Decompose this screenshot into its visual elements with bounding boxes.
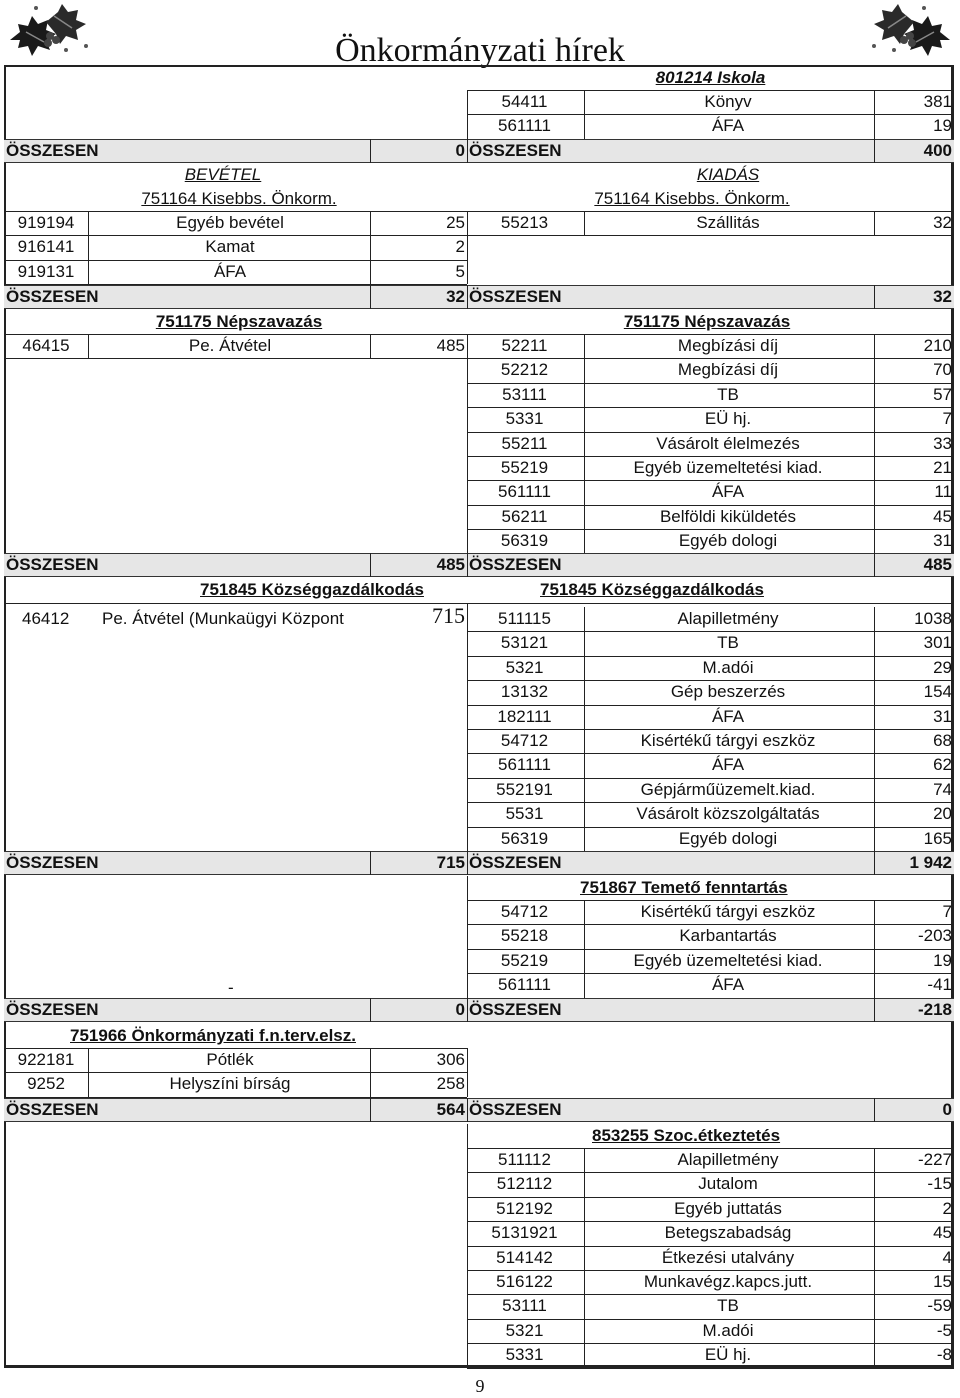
expense-code-cell: 53121 [500,633,549,653]
total-label: ÖSSZESEN [469,853,562,872]
column-divider [874,705,875,729]
column-divider [584,656,585,680]
column-divider [467,1072,468,1096]
column-divider [874,680,875,704]
column-divider [874,285,875,309]
column-divider [874,973,875,997]
column-divider [874,656,875,680]
expense-amount-cell: -5 [936,1320,952,1340]
column-divider [467,753,468,777]
column-divider [584,949,585,973]
column-divider [874,1221,875,1245]
column-divider [584,1246,585,1270]
column-divider [370,553,371,577]
expense-name-cell: Egyéb üzemeltetési kiad. [633,950,823,970]
expense-amount-cell: 31 [933,706,952,726]
income-name-cell: Helyszíni bírság [169,1074,291,1094]
expense-name-cell: Karbantartás [679,926,777,946]
column-divider [584,802,585,826]
total-label: ÖSSZESEN [6,1100,99,1119]
expense-name-cell: Betegszabadság [664,1223,792,1243]
expense-name-cell: Gépjárműüzemelt.kiad. [640,779,816,799]
income-code-cell: 922181 [17,1050,75,1069]
income-name-cell: Kamat [205,237,255,257]
expense-name-cell: EÜ hj. [704,409,752,429]
expense-code-cell: 53111 [502,384,547,404]
column-divider [874,949,875,973]
section-header-kozseg-expense: 751845 Községgazdálkodás [540,580,764,599]
column-divider [584,1343,585,1367]
column-divider [584,900,585,924]
total-label: ÖSSZESEN [469,1000,562,1019]
column-divider [874,211,875,235]
expense-amount-cell: 2 [942,1198,952,1218]
expense-amount-cell: 15 [933,1272,952,1291]
total-label: ÖSSZESEN [469,287,562,306]
column-divider [370,851,371,875]
section-header-temeto: 751867 Temető fenntartás [580,878,788,897]
expense-amount-cell: -15 [927,1174,952,1194]
column-divider [874,114,875,138]
column-divider [874,456,875,480]
column-divider [874,851,875,875]
column-divider [584,1294,585,1318]
column-divider [584,90,585,114]
column-divider [584,705,585,729]
expense-name-cell: ÁFA [711,482,745,502]
column-divider [88,1072,89,1096]
column-divider [874,1294,875,1318]
expense-name-cell: Egyéb juttatás [674,1198,782,1218]
income-total: 32 [446,287,465,306]
expense-name-cell: Könyv [704,92,752,111]
expense-name-cell: Alapilletmény [677,1150,779,1169]
column-divider [874,1148,875,1172]
row-divider [467,1368,954,1369]
expense-name-cell: Vásárolt közszolgáltatás [636,804,820,824]
expense-name-cell: TB [717,1296,739,1316]
total-label: ÖSSZESEN [6,141,99,160]
expense-name-cell: Egyéb dologi [678,828,778,848]
column-divider [874,1319,875,1343]
column-divider [467,285,468,309]
page-number: 9 [475,1376,485,1396]
column-divider [467,235,468,259]
expense-amount-cell: 165 [923,828,952,848]
income-code-cell: 919131 [17,261,75,281]
income-amount-cell: 2 [455,237,465,257]
expense-code-cell: 5531 [505,804,544,824]
row-divider [467,235,954,236]
column-divider [467,607,468,631]
expense-code-cell: 5321 [505,657,544,677]
column-divider [584,924,585,948]
expense-amount-cell: 21 [933,458,952,477]
column-divider [584,480,585,504]
column-divider [584,529,585,553]
income-total: 485 [436,555,465,574]
expense-amount-cell: 19 [933,116,952,136]
expense-code-cell: 54411 [501,92,548,111]
expense-total: 485 [923,555,952,574]
column-divider [88,334,89,358]
column-divider [467,802,468,826]
income-name-cell: Pótlék [206,1050,254,1069]
expense-amount-cell: 1038 [914,609,952,628]
column-divider [370,1072,371,1096]
expense-amount-cell: 210 [923,336,952,355]
column-divider [467,529,468,553]
total-label: ÖSSZESEN [469,1100,562,1119]
column-divider [467,998,468,1022]
expense-amount-cell: -227 [917,1150,952,1169]
column-divider [874,1270,875,1294]
column-divider [584,334,585,358]
expense-name-cell: Egyéb dologi [678,531,778,551]
column-divider [467,851,468,875]
income-name-cell: Pe. Átvétel (Munkaügyi Központ [102,609,344,628]
column-divider [370,334,371,358]
expense-amount-cell: 45 [933,1223,952,1243]
column-divider [874,998,875,1022]
column-divider [467,90,468,114]
expense-amount-cell: -203 [917,926,952,946]
column-divider [584,778,585,802]
column-divider [467,211,468,235]
total-label: ÖSSZESEN [6,1000,99,1019]
expense-code-cell: 561111 [498,482,551,502]
expense-code-cell: 512192 [496,1198,553,1218]
column-divider [467,432,468,456]
expense-amount-cell: -59 [927,1296,952,1316]
column-divider [370,1098,371,1122]
income-amount-cell: 5 [455,261,465,281]
column-divider [874,827,875,851]
expense-name-cell: Munkavégz.kapcs.jutt. [643,1272,813,1291]
expense-code-cell: 56211 [501,506,548,526]
column-divider [467,480,468,504]
income-amount-cell: 258 [436,1074,465,1094]
column-divider [467,1048,468,1072]
income-amount-cell: 306 [436,1050,465,1069]
income-code-cell: 9252 [27,1074,65,1094]
column-divider [584,1148,585,1172]
row-divider [4,358,467,359]
expense-code-cell: 5321 [505,1320,544,1340]
expense-name-cell: TB [717,633,739,653]
column-divider [874,607,875,631]
expense-amount-cell: 70 [933,360,952,380]
column-divider [467,1098,468,1122]
column-divider [584,456,585,480]
income-total: 0 [455,141,465,160]
expense-name-cell: Kisértékű tárgyi eszköz [640,902,816,921]
column-divider [467,827,468,851]
total-label: ÖSSZESEN [6,287,99,306]
column-divider [88,235,89,259]
column-divider [874,729,875,753]
expense-amount-cell: 45 [933,506,952,526]
expense-amount-cell: 62 [933,755,952,775]
column-divider [467,553,468,577]
column-divider [874,334,875,358]
section-header-kisebbs-expense: 751164 Kisebbs. Önkorm. [594,189,790,208]
expense-name-cell: Szállitás [696,213,760,232]
row-divider [4,603,954,604]
column-divider [370,211,371,235]
column-divider [874,553,875,577]
income-name-cell: ÁFA [213,261,247,281]
column-divider [874,358,875,382]
expense-name-cell: Étkezési utalvány [661,1247,795,1267]
column-divider [467,778,468,802]
expense-code-cell: 53111 [502,1296,547,1316]
column-divider [370,235,371,259]
expense-code-cell: 55213 [500,213,549,232]
column-divider [874,432,875,456]
column-divider [874,778,875,802]
column-divider [874,480,875,504]
column-divider [370,1048,371,1072]
expense-code-cell: 5331 [505,409,544,429]
expense-amount-cell: 57 [933,384,952,404]
income-amount-cell: 715 [432,603,465,628]
income-code-cell: 46412 [22,609,70,628]
column-divider [467,729,468,753]
column-divider [584,1270,585,1294]
column-divider [874,924,875,948]
column-divider [88,211,89,235]
column-divider [584,973,585,997]
column-divider [467,383,468,407]
column-divider [584,680,585,704]
column-divider [467,407,468,431]
section-header-nepszavazas-expense: 751175 Népszavazás [623,312,791,331]
column-divider [467,876,468,998]
column-divider [874,753,875,777]
column-divider [370,998,371,1022]
column-divider [467,334,468,358]
column-divider [584,505,585,529]
expense-name-cell: Egyéb üzemeltetési kiad. [633,458,823,477]
expense-amount-cell: 20 [933,804,952,824]
column-divider [467,656,468,680]
expense-code-cell: 561111 [498,116,551,136]
expense-code-cell: 561111 [498,975,551,995]
column-divider [874,900,875,924]
column-divider [467,631,468,655]
expense-code-cell: 55219 [500,458,549,477]
income-code-cell: 919194 [17,213,75,232]
column-divider [584,827,585,851]
section-header-szoc: 853255 Szoc.étkeztetés [592,1126,781,1145]
income-amount-cell: 25 [446,213,465,232]
total-label: ÖSSZESEN [6,853,99,872]
income-total: 715 [436,853,465,872]
expense-code-cell: 5131921 [491,1223,558,1243]
column-divider [584,383,585,407]
expense-amount-cell: 7 [942,902,952,921]
expense-code-cell: 514142 [496,1247,553,1267]
column-divider [874,383,875,407]
income-name-cell: Pe. Átvétel [188,336,272,355]
column-divider [874,1098,875,1122]
expense-name-cell: Gép beszerzés [670,682,786,702]
column-divider [874,1197,875,1221]
column-divider [584,1319,585,1343]
income-code-cell: 46415 [22,336,70,355]
expense-code-cell: 52211 [501,336,548,355]
column-divider [874,1343,875,1367]
expense-amount-cell: 19 [933,950,952,970]
expense-name-cell: ÁFA [711,975,745,995]
expense-total: 32 [933,287,952,306]
expense-amount-cell: 31 [933,531,952,551]
expense-amount-cell: 154 [923,682,952,702]
column-divider [874,529,875,553]
column-divider [874,802,875,826]
column-divider [874,505,875,529]
column-divider [370,260,371,284]
expense-amount-cell: 29 [933,657,952,677]
expense-amount-cell: 4 [942,1247,952,1267]
expense-code-cell: 13132 [500,682,549,702]
expense-code-cell: 52212 [500,360,549,380]
expense-name-cell: Vásárolt élelmezés [656,433,800,453]
expense-total: 0 [942,1100,952,1119]
column-divider [467,505,468,529]
expense-total: -218 [917,1000,952,1019]
section-header-school: 801214 Iskola [655,68,766,87]
column-divider [874,1172,875,1196]
column-divider [874,1246,875,1270]
expense-code-cell: 56319 [500,531,549,551]
expense-amount-cell: -8 [936,1345,952,1365]
section-header-kisebbs-income: 751164 Kisebbs. Önkorm. [141,189,337,208]
expense-amount-cell: 32 [933,213,952,232]
expense-code-cell: 182111 [497,706,552,726]
column-divider [874,407,875,431]
expense-code-cell: 55219 [500,950,549,970]
total-label: ÖSSZESEN [6,555,99,574]
expense-amount-cell: 68 [933,731,952,750]
column-divider [584,753,585,777]
expense-code-cell: 516122 [496,1272,553,1291]
expense-name-cell: M.adói [702,657,754,677]
column-divider [584,407,585,431]
expense-name-cell: Megbízási díj [677,336,779,355]
expense-name-cell: ÁFA [711,116,745,136]
column-divider [584,358,585,382]
expense-code-cell: 511115 [498,609,551,628]
page-title: Önkormányzati hírek [335,31,625,69]
section-header-onkorm: 751966 Önkormányzati f.n.terv.elsz. [70,1026,356,1045]
expense-amount-cell: 381 [923,92,952,111]
expense-code-cell: 512112 [496,1174,553,1194]
expense-name-cell: M.adói [702,1320,754,1340]
column-divider [584,729,585,753]
income-amount-cell: 485 [436,336,465,355]
expense-name-cell: Alapilletmény [677,609,779,628]
expense-total: 400 [923,141,952,160]
column-divider [874,90,875,114]
expense-code-cell: 55211 [501,433,548,453]
column-divider [584,607,585,631]
income-column-heading: BEVÉTEL [184,165,262,184]
expense-code-cell: 5331 [505,1345,544,1365]
section-header-nepszavazas-income: 751175 Népszavazás [155,312,323,331]
expense-amount-cell: -41 [927,975,952,995]
expense-name-cell: EÜ hj. [704,1345,752,1365]
column-divider [370,139,371,163]
expense-name-cell: Belföldi kiküldetés [659,506,797,526]
expense-name-cell: ÁFA [711,706,745,726]
expense-name-cell: TB [717,384,739,404]
income-code-cell: 916141 [17,237,75,257]
column-divider [467,705,468,729]
expense-amount-cell: 301 [923,633,952,653]
expense-amount-cell: 11 [934,482,952,502]
expense-name-cell: Kisértékű tárgyi eszköz [640,731,816,750]
income-name-cell: Egyéb bevétel [176,213,284,232]
column-divider [584,211,585,235]
income-total: 0 [455,1000,465,1019]
column-divider [467,1124,468,1368]
column-divider [584,114,585,138]
expense-name-cell: Megbízási díj [677,360,779,380]
section-header-kozseg-income: 751845 Községgazdálkodás [200,580,424,599]
expense-code-cell: 54712 [500,731,549,750]
expense-code-cell: 561111 [498,755,551,775]
expense-name-cell: ÁFA [711,755,745,775]
expense-code-cell: 56319 [500,828,549,848]
column-divider [874,139,875,163]
expense-code-cell: 55218 [500,926,549,946]
column-divider [584,631,585,655]
column-divider [584,1197,585,1221]
column-divider [467,139,468,163]
column-divider [874,631,875,655]
stray-dash-mark: - [228,978,234,997]
column-divider [467,680,468,704]
column-divider [467,114,468,138]
column-divider [584,432,585,456]
expense-code-cell: 552191 [496,779,553,799]
expense-amount-cell: 74 [933,779,952,799]
expense-name-cell: Jutalom [698,1174,758,1194]
column-divider [88,1048,89,1072]
expense-total: 1 942 [909,853,952,872]
column-divider [467,358,468,382]
expense-amount-cell: 7 [942,409,952,429]
income-total: 564 [436,1100,465,1119]
total-label: ÖSSZESEN [469,141,562,160]
column-divider [88,260,89,284]
total-label: ÖSSZESEN [469,555,562,574]
expense-code-cell: 511112 [498,1150,551,1169]
expense-code-cell: 54712 [500,902,549,921]
column-divider [467,260,468,284]
column-divider [370,285,371,309]
column-divider [467,456,468,480]
column-divider [584,1172,585,1196]
expense-column-heading: KIADÁS [696,165,760,184]
expense-amount-cell: 33 [933,433,952,453]
column-divider [584,1221,585,1245]
